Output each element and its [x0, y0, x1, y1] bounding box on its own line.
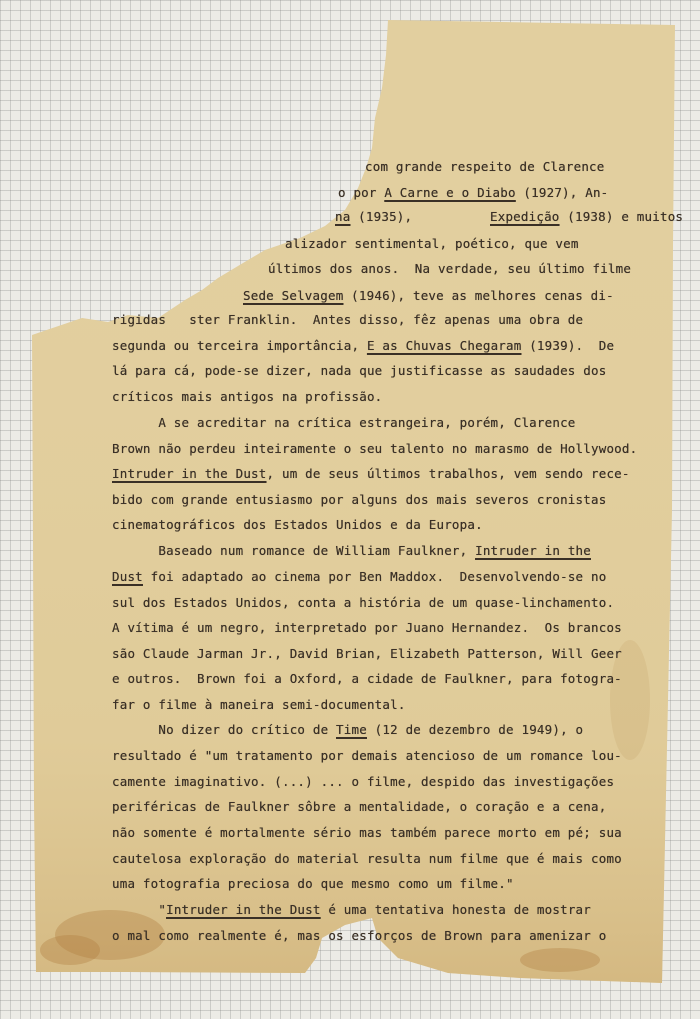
- text-line: [112, 749, 622, 763]
- line-text: últimos dos anos. Na verdade, seu último filme: [268, 261, 632, 276]
- line-text: (12 de dezembro de 1949), o: [366, 722, 584, 737]
- line-text: foi adaptado ao cinema por Ben Maddox. Desenvolvendo-se no: [142, 569, 607, 584]
- line-text: alizador sentimental, poético, que vem: [285, 236, 579, 251]
- line-text: lá para cá, pode-se dizer, nada que justificasse as saudades dos: [112, 363, 607, 378]
- text-line: [112, 442, 637, 456]
- line-text: o por: [338, 185, 385, 200]
- line-text: (1927), An-: [515, 185, 609, 200]
- underlined-film-title: Sede Selvagem: [243, 288, 344, 303]
- line-text: ": [112, 902, 167, 917]
- text-line: [112, 339, 614, 353]
- line-text: resultado é "um tratamento por demais atencioso de um romance lou-: [112, 748, 622, 763]
- line-text: cautelosa exploração do material resulta num filme que é mais como: [112, 851, 622, 866]
- text-line: [112, 313, 583, 327]
- underlined-film-title: Intruder in the Dust: [166, 902, 321, 917]
- line-text: (1939). De: [521, 338, 615, 353]
- line-text: e outros. Brown foi a Oxford, a cidade de Faulkner, para fotogra-: [112, 671, 622, 686]
- text-line: [112, 852, 622, 866]
- text-line: [112, 877, 514, 891]
- underlined-film-title: Intruder in the Dust: [112, 466, 267, 481]
- text-line: [112, 416, 576, 430]
- text-line: [112, 596, 614, 610]
- line-text: é uma tentativa honesta de mostrar: [320, 902, 592, 917]
- text-line: [335, 210, 420, 224]
- line-text: (1935),: [350, 209, 420, 224]
- line-text: camente imaginativo. (...) ... o filme, despido das investigações: [112, 774, 615, 789]
- underlined-film-title: Time: [336, 722, 367, 737]
- text-line: [285, 237, 579, 251]
- line-text: uma fotografia preciosa do que mesmo como um filme.": [112, 876, 514, 891]
- text-line: [112, 467, 630, 481]
- text-line: [112, 364, 606, 378]
- underlined-film-title: na: [335, 209, 351, 224]
- stain-mark: [40, 935, 100, 965]
- line-text: críticos mais antigos na profissão.: [112, 389, 383, 404]
- text-line: [112, 544, 591, 558]
- underlined-film-title: E as Chuvas Chegaram: [366, 338, 522, 353]
- text-line: [112, 903, 591, 917]
- line-text: cinematográficos dos Estados Unidos e da Europa.: [112, 517, 483, 532]
- text-line: [112, 390, 382, 404]
- stain-mark: [520, 948, 600, 972]
- line-text: (1946), teve as melhores cenas di-: [343, 288, 614, 303]
- text-line: [112, 698, 406, 712]
- text-line: [112, 518, 483, 532]
- line-text: rigidas ster Franklin. Antes disso, fêz apenas uma obra de: [112, 312, 584, 327]
- line-text: A se acreditar na crítica estrangeira, porém, Clarence: [112, 415, 576, 430]
- text-line: [112, 800, 606, 814]
- text-line: [112, 570, 606, 584]
- text-line: [112, 826, 622, 840]
- line-text: o mal como realmente é, mas os esforços de Brown para amenizar o: [112, 928, 607, 943]
- line-text: são Claude Jarman Jr., David Brian, Elizabeth Patterson, Will Geer: [112, 646, 622, 661]
- text-line: [243, 289, 614, 303]
- line-text: Baseado num romance de William Faulkner,: [112, 543, 476, 558]
- underlined-film-title: Expedição: [490, 209, 560, 224]
- text-line: [112, 621, 622, 635]
- line-text: periféricas de Faulkner sôbre a mentalidade, o coração e a cena,: [112, 799, 607, 814]
- text-line: [112, 672, 622, 686]
- text-line: [338, 186, 608, 200]
- line-text: com grande respeito de Clarence: [365, 159, 605, 174]
- line-text: (1938) e muitos: [559, 209, 684, 224]
- text-line: [112, 929, 606, 943]
- line-text: No dizer do crítico de: [112, 722, 337, 737]
- text-line: [112, 647, 622, 661]
- underlined-film-title: A Carne e o Diabo: [384, 185, 516, 200]
- text-line: [112, 493, 606, 507]
- line-text: bido com grande entusiasmo por alguns dos mais severos cronistas: [112, 492, 607, 507]
- text-line: [365, 160, 605, 174]
- line-text: não somente é mortalmente sério mas também parece morto em pé; sua: [112, 825, 622, 840]
- line-text: far o filme à maneira semi-documental.: [112, 697, 406, 712]
- text-line: [112, 775, 614, 789]
- line-text: segunda ou terceira importância,: [112, 338, 367, 353]
- text-line: [268, 262, 631, 276]
- line-text: Brown não perdeu inteiramente o seu talento no marasmo de Hollywood.: [112, 441, 638, 456]
- text-line: [112, 723, 583, 737]
- text-line: [490, 210, 683, 224]
- underlined-film-title: Dust: [112, 569, 143, 584]
- line-text: A vítima é um negro, interpretado por Juano Hernandez. Os brancos: [112, 620, 622, 635]
- line-text: sul dos Estados Unidos, conta a história de um quase-linchamento.: [112, 595, 615, 610]
- line-text: , um de seus últimos trabalhos, vem sendo rece-: [266, 466, 630, 481]
- underlined-film-title: Intruder in the: [475, 543, 591, 558]
